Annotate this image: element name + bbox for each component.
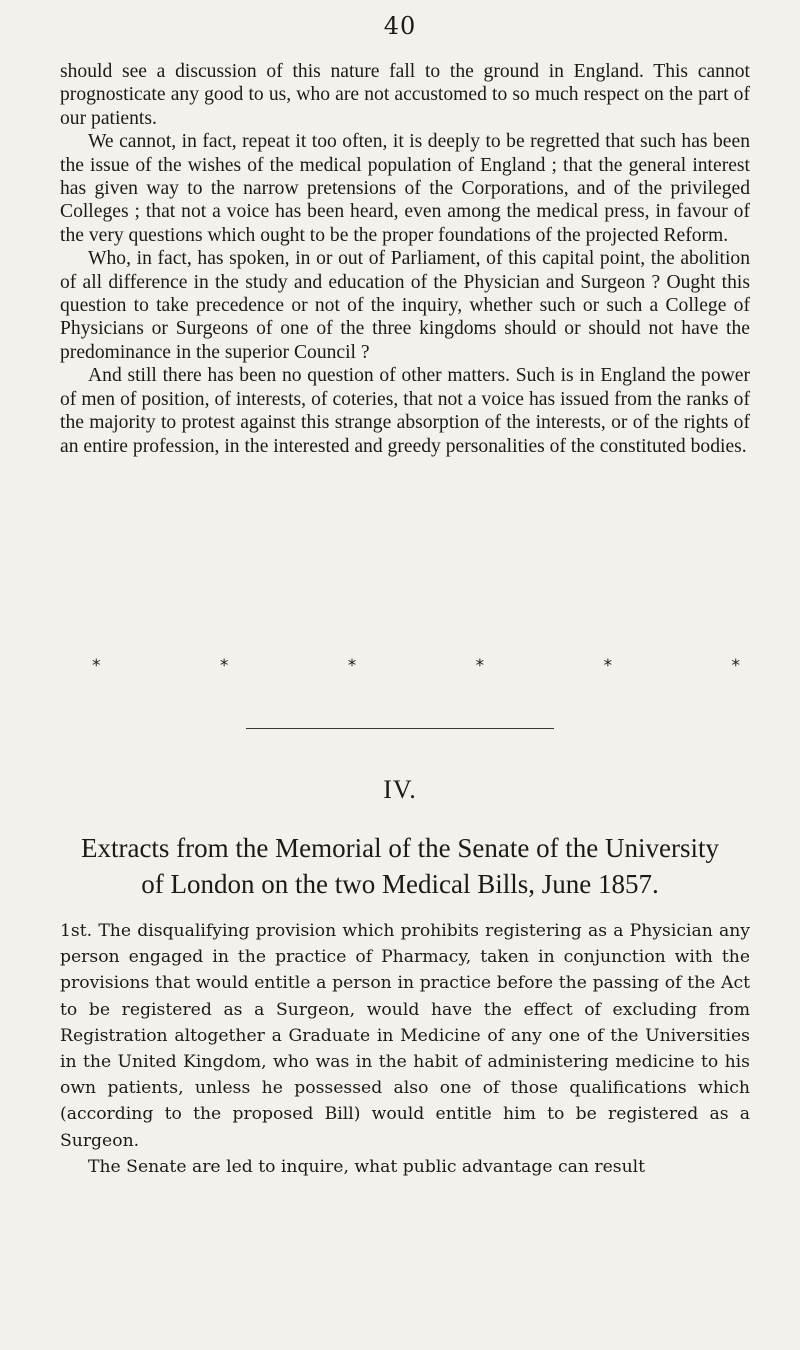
asterisk: * [219, 656, 229, 676]
asterisk: * [347, 656, 357, 676]
asterisk: * [475, 656, 485, 676]
paragraph: Who, in fact, has spoken, in or out of Parliament, of this capital point, the abolition of all difference in the study and education of the Physician and Surgeon ? Ought this question to take precedence or not of the inquiry, whether such or such a College of Physicians or Surgeons of one of the three kingdoms should or should not have the predominance in the superior Council ? [60, 248, 750, 363]
section-text-body [60, 918, 750, 1180]
section-text-body [60, 60, 750, 458]
paragraph: We cannot, in fact, repeat it too often, it is deeply to be regretted that such has been the issue of the wishes of the medical population of England ; that the general interest has given way to the narrow pretensions of the Corporations, and of the privileged Colleges ; that not a voice has been heard, even among the medical press, in favour of the very questions which ought to be the proper foundations of the projected Reform. [60, 131, 750, 246]
paragraph: And still there has been no question of other matters. Such is in England the power of men of position, of interests, of coteries, that not a voice has issued from the ranks of the majority to protest against this strange absorption of the interests, or of the rights of an entire profession, in the interested and greedy personalities of the constituted bodies. [60, 365, 750, 457]
paragraph: should see a discussion of this nature fall to the ground in England. This cannot prognosticate any good to us, who are not accustomed to so much respect on the part of our patients. [60, 61, 750, 129]
section-number: IV. [383, 775, 417, 804]
asterisk: * [92, 656, 101, 676]
section-break-asterisks [92, 656, 740, 676]
heading-line: Extracts from the Memorial of the Senate of the University [80, 833, 720, 863]
section-heading [40, 830, 760, 902]
horizontal-divider [246, 728, 554, 729]
heading-line: of London on the two Medical Bills, June 1857. [141, 869, 659, 899]
paragraph: The Senate are led to inquire, what public advantage can result [88, 1156, 646, 1177]
paragraph: 1st. The disqualifying provision which prohibits registering as a Physician any person engaged in the practice of Pharmacy, taken in conjunction with the provisions that would entitle a person in practice before the passing of the Act to be registered as a Surgeon, would have the effect of excluding from Registration altogether a Graduate in Medicine of any one of the Universities in the United Kingdom, who was in the habit of administering medicine to his own patients, unless he possessed also one of those qualifications which (according to the proposed Bill) would entitle him to be registered as a Surgeon. [60, 921, 750, 1151]
asterisk: * [603, 656, 613, 676]
asterisk: * [731, 656, 740, 676]
page-number: 40 [383, 12, 417, 40]
